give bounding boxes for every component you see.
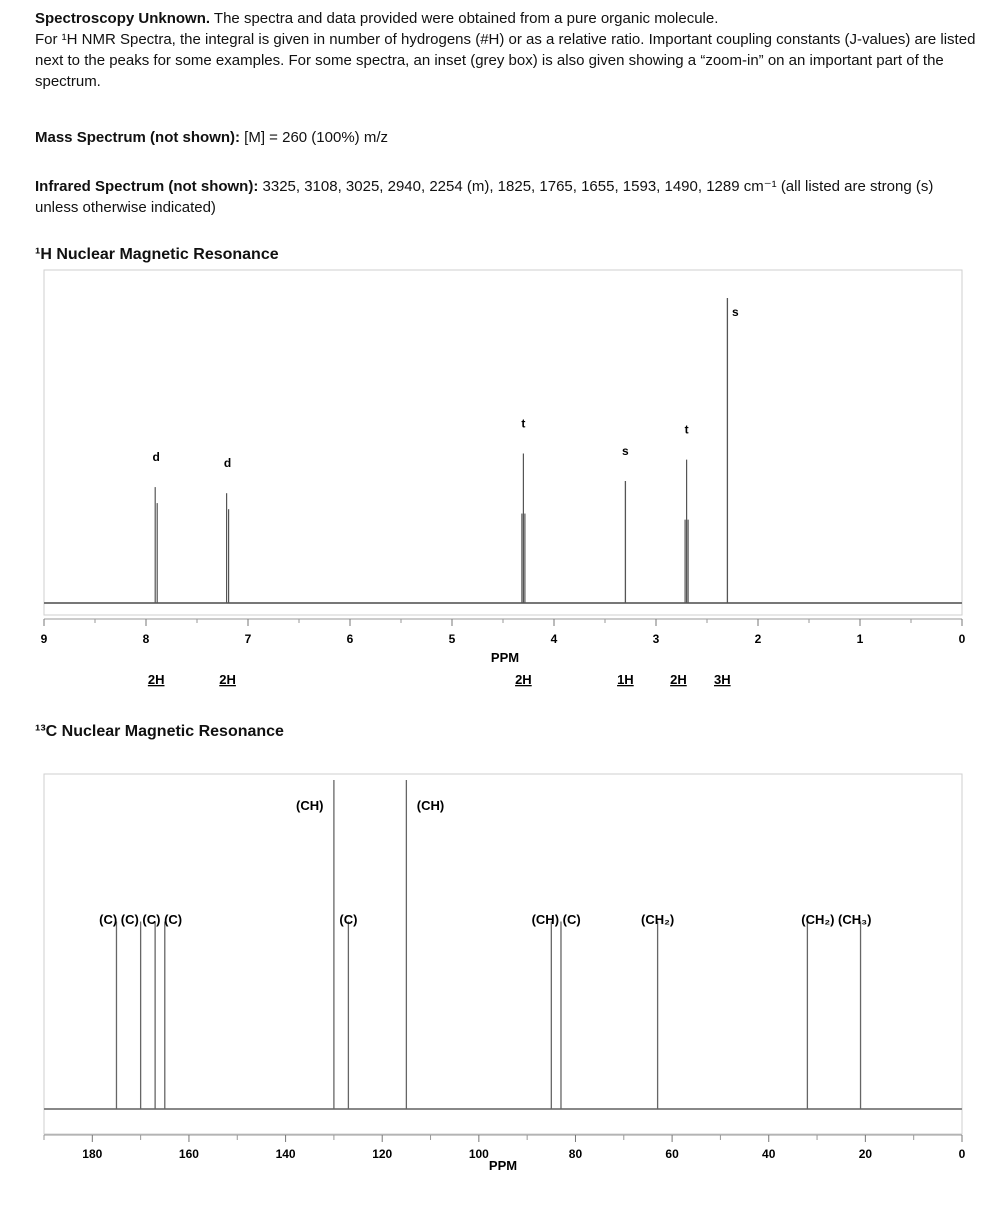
c-nmr-annotation: (CH) xyxy=(296,798,324,813)
c-nmr-tick-label: 100 xyxy=(468,1147,489,1161)
h-nmr-integral: 1H xyxy=(617,672,634,687)
intro-title: Spectroscopy Unknown. xyxy=(35,10,211,27)
h-nmr-integral: 3H xyxy=(713,672,731,687)
c-nmr-tick-label: 180 xyxy=(82,1147,103,1161)
h-nmr-integral: 2H xyxy=(219,672,236,687)
intro-sentence-2: For ¹H NMR Spectra, the integral is given in number of hydrogens (#H) or as a relative ratio. Important coupling constants (J-values) are listed next to the peaks for some examples. For some spectra, an inset (grey box) is also given showing a “zoom-in” on an important part of the spectrum. xyxy=(35,31,976,90)
h-nmr-axis-title: PPM xyxy=(490,650,520,665)
h-nmr-peak xyxy=(224,456,231,603)
h-nmr-multiplicity: d xyxy=(152,450,160,465)
h-nmr-integral: 2H xyxy=(515,672,532,687)
h-nmr-integral: 2H xyxy=(670,672,687,687)
h-nmr-tick-label: 4 xyxy=(550,632,558,646)
h-nmr-tick-label: 6 xyxy=(346,632,354,646)
mass-spectrum-value: [M] = 260 (100%) m/z xyxy=(240,129,388,146)
h-nmr-chart xyxy=(41,270,966,687)
mass-spectrum-label: Mass Spectrum (not shown): xyxy=(35,129,241,146)
c-nmr-tick-label: 140 xyxy=(275,1147,296,1161)
h-nmr-tick-label: 8 xyxy=(142,632,150,646)
h-nmr-integral: 2H xyxy=(147,672,165,687)
c-nmr-chart xyxy=(44,774,966,1173)
h-nmr-peak xyxy=(622,444,629,603)
c-nmr-axis-title: PPM xyxy=(488,1158,518,1173)
c-nmr-annotation: (CH) xyxy=(416,798,445,813)
h-nmr-peak xyxy=(153,450,160,603)
c-nmr-annotation: (C) (C) (C) (C) xyxy=(99,912,183,927)
h-nmr-tick-label: 5 xyxy=(448,632,456,646)
h-nmr-peak xyxy=(727,298,739,603)
c-nmr-tick-label: 80 xyxy=(568,1147,583,1161)
c-nmr-title: ¹³C Nuclear Magnetic Resonance xyxy=(35,723,284,740)
h-nmr-frame xyxy=(44,270,962,615)
c-nmr-frame xyxy=(44,774,962,1134)
h-nmr-multiplicity: d xyxy=(223,456,232,471)
h-nmr-tick-label: 2 xyxy=(754,632,762,646)
h-nmr-title: ¹H Nuclear Magnetic Resonance xyxy=(35,246,279,263)
h-nmr-multiplicity: t xyxy=(684,422,689,437)
c-nmr-tick-label: 0 xyxy=(958,1147,966,1161)
c-nmr-tick-label: 60 xyxy=(665,1147,679,1161)
h-nmr-tick-label: 1 xyxy=(856,632,864,646)
c-nmr-annotation: (CH) (C) xyxy=(531,912,581,927)
h-nmr-tick-label: 0 xyxy=(958,632,966,646)
c-nmr-tick-label: 20 xyxy=(858,1147,873,1161)
h-nmr-multiplicity: s xyxy=(622,444,629,458)
c-nmr-annotation: (C) xyxy=(339,912,358,927)
intro-sentence-1: The spectra and data provided were obtained from a pure organic molecule. xyxy=(210,10,719,27)
h-nmr-tick-label: 9 xyxy=(40,632,48,646)
h-nmr-peak xyxy=(521,417,525,603)
ir-value: 3325, 3108, 3025, 2940, 2254 (m), 1825, 1765, 1655, 1593, 1490, 1289 cm⁻¹ (all listed are strong (s) unless otherwise indicated) xyxy=(35,178,934,216)
h-nmr-tick-label: 3 xyxy=(652,632,660,646)
c-nmr-annotation: (CH₂) xyxy=(641,912,675,927)
c-nmr-tick-label: 160 xyxy=(178,1147,199,1161)
c-nmr-tick-label: 40 xyxy=(762,1147,776,1161)
c-nmr-annotation: (CH₂) (CH₃) xyxy=(801,912,872,927)
h-nmr-peak xyxy=(685,423,689,603)
h-nmr-multiplicity: s xyxy=(732,305,739,319)
c-nmr-tick-label: 120 xyxy=(372,1147,393,1161)
h-nmr-tick-label: 7 xyxy=(244,632,252,646)
ir-label: Infrared Spectrum (not shown): xyxy=(35,178,259,195)
h-nmr-multiplicity: t xyxy=(521,416,526,431)
